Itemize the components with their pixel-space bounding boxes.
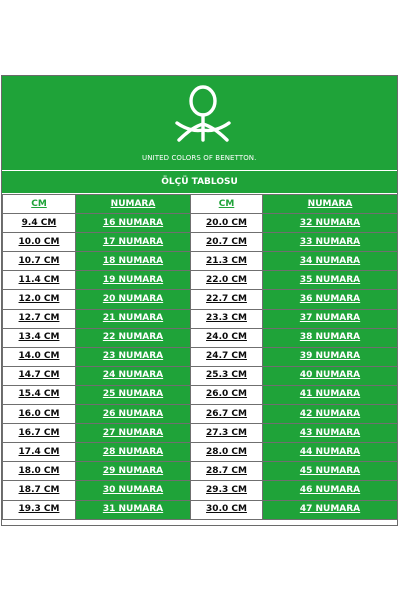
cm-cell: 11.4 CM	[3, 271, 76, 290]
size-cell: 30 NUMARA	[76, 481, 191, 500]
table-row	[3, 462, 398, 481]
cm-cell: 26.0 CM	[191, 385, 263, 404]
cm-cell: 14.7 CM	[3, 366, 76, 385]
size-cell: 20 NUMARA	[76, 290, 191, 309]
cm-cell: 24.7 CM	[191, 347, 263, 366]
size-table	[2, 194, 398, 520]
size-cell: 38 NUMARA	[263, 328, 398, 347]
table-row	[3, 252, 398, 271]
size-cell: 26 NUMARA	[76, 405, 191, 424]
cm-cell: 29.3 CM	[191, 481, 263, 500]
table-row	[3, 328, 398, 347]
cm-cell: 14.0 CM	[3, 347, 76, 366]
cm-cell: 10.0 CM	[3, 233, 76, 252]
table-row	[3, 309, 398, 328]
cm-cell: 22.7 CM	[191, 290, 263, 309]
size-cell: 36 NUMARA	[263, 290, 398, 309]
table-row	[3, 405, 398, 424]
size-cell: 34 NUMARA	[263, 252, 398, 271]
size-cell: 33 NUMARA	[263, 233, 398, 252]
size-cell: 19 NUMARA	[76, 271, 191, 290]
table-row	[3, 233, 398, 252]
header-cm-left: CM	[3, 195, 76, 214]
cm-cell: 18.0 CM	[3, 462, 76, 481]
size-cell: 47 NUMARA	[263, 500, 398, 519]
table-row	[3, 366, 398, 385]
size-chart-sheet	[1, 75, 398, 526]
size-cell: 16 NUMARA	[76, 214, 191, 233]
cm-cell: 16.0 CM	[3, 405, 76, 424]
size-cell: 40 NUMARA	[263, 366, 398, 385]
cm-cell: 10.7 CM	[3, 252, 76, 271]
size-cell: 22 NUMARA	[76, 328, 191, 347]
size-cell: 35 NUMARA	[263, 271, 398, 290]
size-cell: 24 NUMARA	[76, 366, 191, 385]
cm-cell: 12.7 CM	[3, 309, 76, 328]
cm-cell: 12.0 CM	[3, 290, 76, 309]
cm-cell: 20.0 CM	[191, 214, 263, 233]
size-cell: 44 NUMARA	[263, 443, 398, 462]
chart-title: ÖLÇÜ TABLOSU	[2, 171, 397, 193]
table-row	[3, 271, 398, 290]
size-cell: 32 NUMARA	[263, 214, 398, 233]
header-numara-left: NUMARA	[76, 195, 191, 214]
table-row	[3, 424, 398, 443]
cm-cell: 22.0 CM	[191, 271, 263, 290]
table-row	[3, 214, 398, 233]
size-cell: 37 NUMARA	[263, 309, 398, 328]
size-cell: 41 NUMARA	[263, 385, 398, 404]
cm-cell: 16.7 CM	[3, 424, 76, 443]
table-row	[3, 443, 398, 462]
cm-cell: 24.0 CM	[191, 328, 263, 347]
cm-cell: 25.3 CM	[191, 366, 263, 385]
brand-name: UNITED COLORS OF BENETTON.	[142, 154, 257, 162]
size-cell: 39 NUMARA	[263, 347, 398, 366]
table-row	[3, 385, 398, 404]
size-cell: 23 NUMARA	[76, 347, 191, 366]
size-cell: 17 NUMARA	[76, 233, 191, 252]
header-cm-right: CM	[191, 195, 263, 214]
cm-cell: 15.4 CM	[3, 385, 76, 404]
size-cell: 31 NUMARA	[76, 500, 191, 519]
size-cell: 42 NUMARA	[263, 405, 398, 424]
cm-cell: 18.7 CM	[3, 481, 76, 500]
cm-cell: 13.4 CM	[3, 328, 76, 347]
cm-cell: 26.7 CM	[191, 405, 263, 424]
cm-cell: 28.7 CM	[191, 462, 263, 481]
cm-cell: 21.3 CM	[191, 252, 263, 271]
cm-cell: 17.4 CM	[3, 443, 76, 462]
size-cell: 18 NUMARA	[76, 252, 191, 271]
table-row	[3, 290, 398, 309]
table-row	[3, 481, 398, 500]
brand-banner	[2, 76, 397, 170]
size-cell: 29 NUMARA	[76, 462, 191, 481]
table-row	[3, 347, 398, 366]
size-cell: 27 NUMARA	[76, 424, 191, 443]
size-cell: 21 NUMARA	[76, 309, 191, 328]
cm-cell: 9.4 CM	[3, 214, 76, 233]
table-row	[3, 500, 398, 519]
table-header-row	[3, 195, 398, 214]
size-cell: 45 NUMARA	[263, 462, 398, 481]
cm-cell: 27.3 CM	[191, 424, 263, 443]
size-cell: 46 NUMARA	[263, 481, 398, 500]
cm-cell: 20.7 CM	[191, 233, 263, 252]
size-cell: 25 NUMARA	[76, 385, 191, 404]
cm-cell: 23.3 CM	[191, 309, 263, 328]
cm-cell: 28.0 CM	[191, 443, 263, 462]
size-cell: 43 NUMARA	[263, 424, 398, 443]
size-cell: 28 NUMARA	[76, 443, 191, 462]
cm-cell: 30.0 CM	[191, 500, 263, 519]
cm-cell: 19.3 CM	[3, 500, 76, 519]
header-numara-right: NUMARA	[263, 195, 398, 214]
benetton-knot-logo-icon	[172, 84, 234, 150]
